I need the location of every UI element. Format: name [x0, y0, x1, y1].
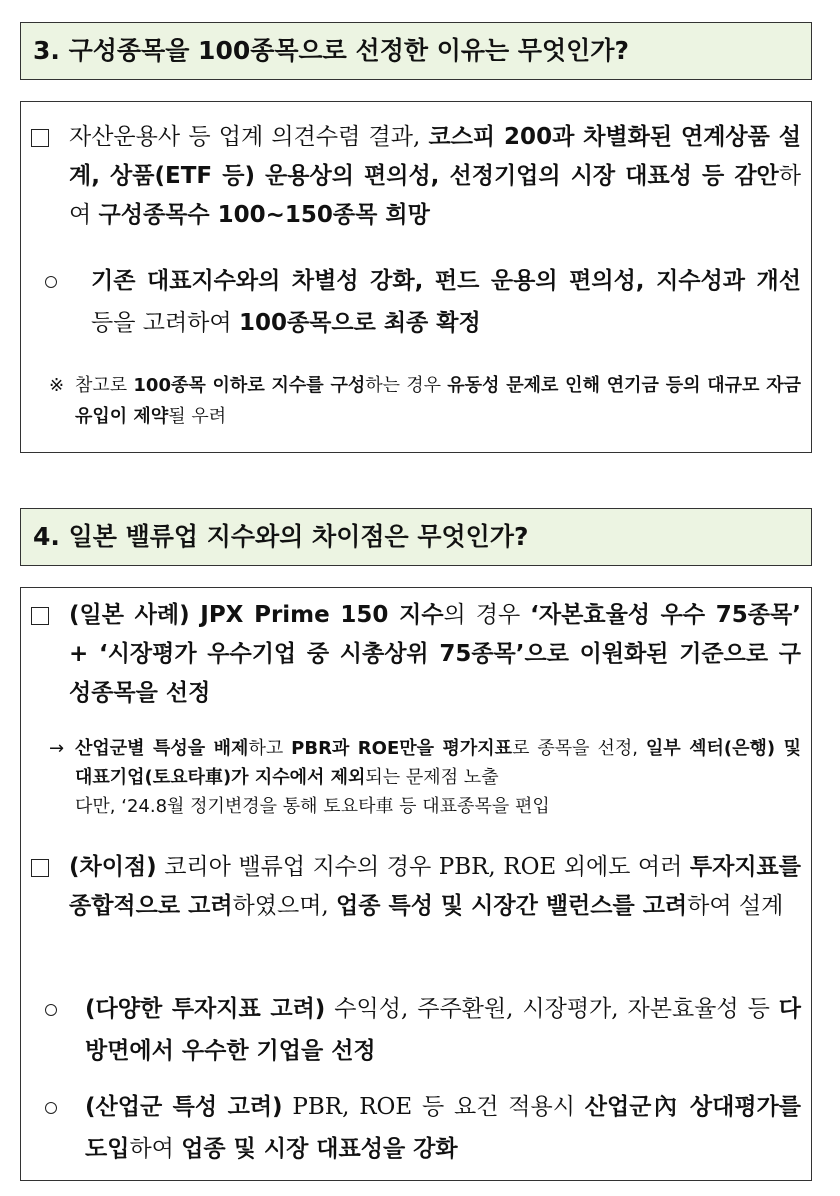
text-run-bold: 100종목으로 최종 확정 — [238, 310, 481, 336]
text-run-bold: 업종 특성 및 시장간 밸런스를 고려 — [336, 893, 688, 919]
note-mark: ※ — [49, 375, 65, 396]
text-run: 다만, ‘24.8월 정기변경을 통해 토요타車 등 대표종목을 편입 — [75, 796, 550, 817]
text-run: 등을 고려하여 — [91, 310, 239, 336]
text-run-bold: 일부 섹터(은행) 및 대표기업(토요타車)가 지수에서 제외 — [75, 738, 802, 788]
square-bullet-icon — [31, 118, 69, 160]
text-run-bold: 다방면에서 우수한 기업을 선정 — [85, 996, 801, 1064]
text-run-bold: 유동성 문제로 인해 연기금 등의 대규모 자금 유입이 제약 — [75, 375, 801, 427]
circle-bullet-icon — [45, 1086, 85, 1128]
text-run: 되는 문제점 노출 — [365, 767, 499, 788]
section-3-note — [49, 370, 801, 432]
section-4-title: 4. 일본 밸류업 지수와의 차이점은 무엇인가? — [33, 522, 529, 551]
text-run-bold: (차이점) — [69, 854, 157, 880]
square-bullet-icon — [31, 848, 69, 890]
section-4-content — [20, 587, 812, 1181]
text-run: 의 경우 — [443, 602, 531, 628]
text-run: 하여 설계 — [687, 893, 784, 919]
text-run-bold: PBR과 ROE만을 평가지표 — [291, 738, 513, 759]
text-run-bold: 업종 및 시장 대표성을 강화 — [181, 1136, 458, 1162]
section-4-header — [20, 508, 812, 566]
text-run-bold: 산업군內 상대평가를 도입 — [85, 1094, 801, 1162]
text-run: PBR, ROE 등 요건 적용시 — [282, 1094, 585, 1120]
text-run: 자산운용사 등 업계 의견수렴 결과, — [69, 124, 429, 150]
text-run: 하였으며, — [232, 893, 337, 919]
text-run: 하여 — [129, 1136, 182, 1162]
circle-bullet-icon — [45, 988, 85, 1030]
text-run-bold: 기존 대표지수와의 차별성 강화, 펀드 운용의 편의성, 지수성과 개선 — [91, 268, 801, 294]
section-3-content — [20, 101, 812, 453]
section-3-header — [20, 22, 812, 80]
section-4-paragraph-4 — [45, 1086, 801, 1170]
section-3-title: 3. 구성종목을 100종목으로 선정한 이유는 무엇인가? — [33, 36, 629, 65]
text-run: 될 우려 — [168, 406, 227, 427]
text-run: 수익성, 주주환원, 시장평가, 자본효율성 등 — [325, 996, 779, 1022]
text-run: 하여 — [69, 163, 801, 228]
text-run: 로 종목을 선정, — [512, 738, 646, 759]
text-run-bold: (일본 사례) — [69, 602, 190, 628]
text-run-bold: 코스피 200과 차별화된 연계상품 설계, 상품(ETF 등) 운용상의 편의성, 선정기업의 시장 대표성 등 감안 — [69, 124, 802, 189]
text-run: 코리아 밸류업 지수의 경우 PBR, ROE 외에도 여러 — [156, 854, 690, 880]
section-4-arrow-note — [49, 734, 801, 821]
text-run-bold: 구성종목수 100~150종목 희망 — [98, 202, 430, 228]
arrow-icon: → — [49, 738, 65, 759]
section-4-paragraph-2 — [31, 848, 801, 926]
text-run: 하는 경우 — [365, 375, 448, 396]
section-3-paragraph-1 — [31, 118, 801, 235]
square-bullet-icon — [31, 596, 69, 638]
section-4-paragraph-1 — [31, 596, 801, 713]
text-run-bold: 100종목 이하로 지수를 구성 — [133, 375, 366, 396]
section-4-paragraph-3 — [45, 988, 801, 1072]
text-run-bold: (산업군 특성 고려) — [85, 1094, 283, 1120]
section-3-paragraph-2 — [45, 260, 801, 344]
text-run-bold: ‘자본효율성 우수 75종목’ + ‘시장평가 우수기업 중 시총상위 75종목’으로 이원화된 기준으로 구성종목을 선정 — [69, 602, 801, 706]
text-run: 하고 — [248, 738, 292, 759]
text-run-bold: JPX Prime 150 지수 — [189, 602, 444, 628]
text-run-bold: 산업군별 특성을 배제 — [75, 738, 249, 759]
text-run: 참고로 — [75, 375, 134, 396]
text-run-bold: (다양한 투자지표 고려) — [85, 996, 326, 1022]
circle-bullet-icon — [45, 260, 91, 302]
text-run-bold: 투자지표를 종합적으로 고려 — [69, 854, 801, 919]
